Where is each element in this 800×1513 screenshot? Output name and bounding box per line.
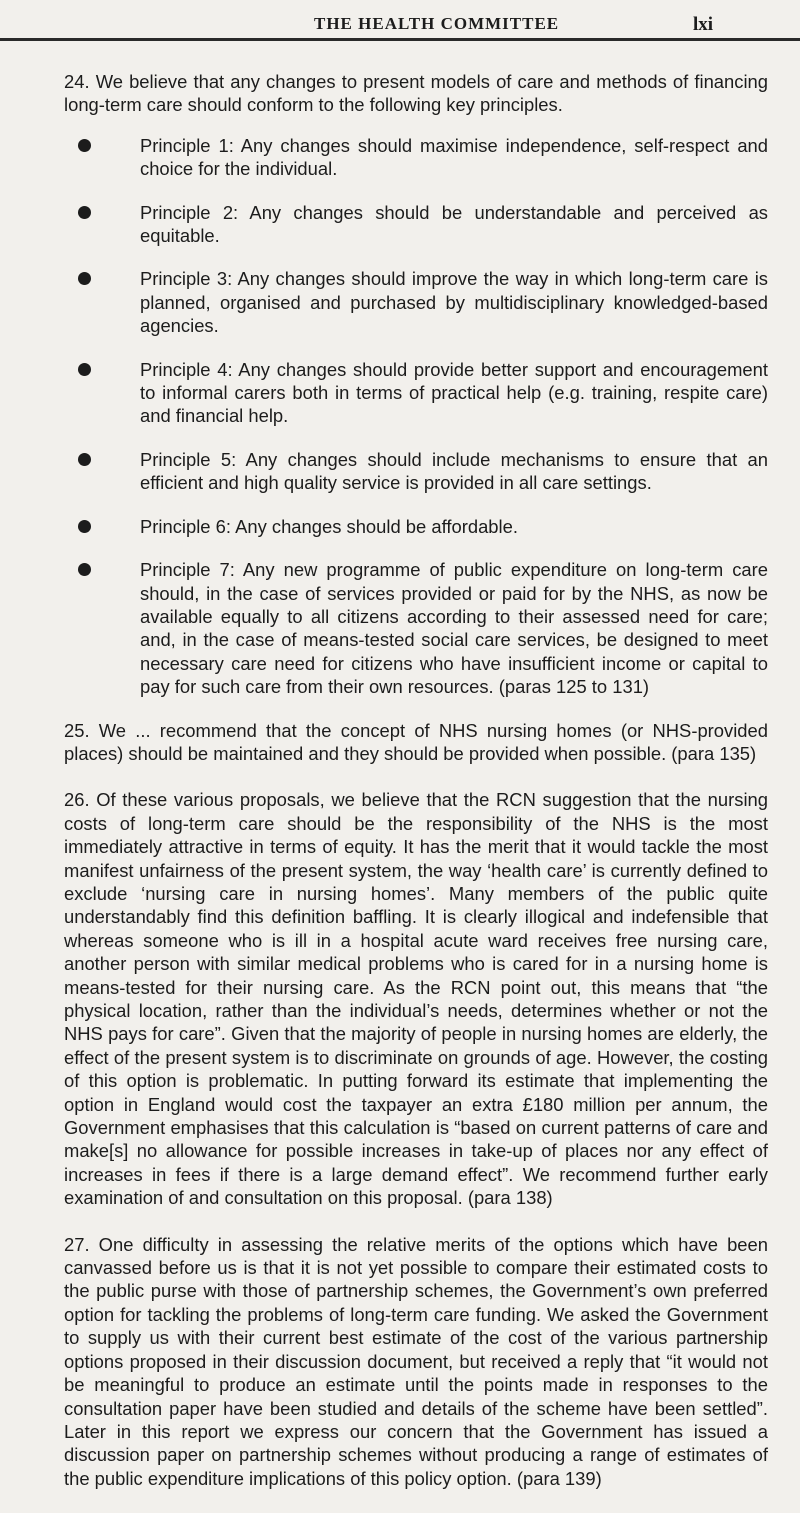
page-number: lxi (693, 14, 714, 35)
bullet-icon (78, 520, 91, 533)
principle-text: Principle 6: Any changes should be affordable. (140, 515, 518, 537)
bullet-icon (78, 363, 91, 376)
principles-list (64, 134, 768, 699)
page-header (0, 2, 800, 58)
principle-3 (64, 267, 768, 337)
principle-text: Principle 5: Any changes should include mechanisms to ensure that an efficient and high quality service is provided in all care settings. (140, 448, 768, 494)
principle-text: Principle 2: Any changes should be understandable and perceived as equitable. (140, 201, 768, 247)
paragraph-25: 25. We ... recommend that the concept of NHS nursing homes (or NHS-provided places) should be maintained and they should be provided when possible. (para 135) (64, 719, 768, 764)
bullet-icon (78, 139, 91, 152)
bullet-icon (78, 453, 91, 466)
principle-text: Principle 4: Any changes should provide better support and encouragement to informal carers both in terms of practical help (e.g. training, respite care) and financial help. (140, 358, 768, 427)
bullet-icon (78, 206, 91, 219)
principle-7 (64, 558, 768, 698)
principle-2 (64, 201, 768, 248)
paragraph-24: 24. We believe that any changes to present models of care and methods of financing long-term care should conform to the following key principles. (64, 71, 768, 116)
header-rule (0, 38, 800, 41)
paragraph-27: 27. One difficulty in assessing the relative merits of the options which have been canvassed before us is that it is not yet possible to compare their estimated costs to the public purse with those of partnership schemes, the Government’s own preferred option for tackling the problems of long-term care funding. We asked the Government to supply us with their current best estimate of the cost of the various partnership options proposed in their discussion document, but received a reply that “it would not be meaningful to produce an estimate until the points made in responses to the consultation paper have been studied and details of the scheme have been settled”. Later in this report we express our concern that the Government has issued a discussion paper on partnership schemes without producing a range of estimates of the public expenditure implications of this policy option. (para 139) (64, 1233, 768, 1489)
bullet-icon (78, 563, 91, 576)
principle-4 (64, 358, 768, 428)
principle-6 (64, 515, 768, 538)
principle-text: Principle 3: Any changes should improve the way in which long-term care is planned, organised and purchased by multidisciplinary knowledged-based agencies. (140, 268, 768, 337)
principle-text: Principle 1: Any changes should maximise independence, self-respect and choice for the individual. (140, 134, 768, 180)
paragraph-26: 26. Of these various proposals, we believe that the RCN suggestion that the nursing costs of long-term care should be the responsibility of the NHS is the most immediately attractive in terms of equity. It has the merit that it would tackle the most manifest unfairness of the present system, the way ‘health care’ is currently defined to exclude ‘nursing care in nursing homes’. Many members of the public quite understandably find this definition baffling. It is clearly illogical and indefensible that whereas someone who is ill in a hospital acute ward receives free nursing care, another person with similar medical problems who is cared for in a nursing home is means-tested for their nursing care. As the RCN point out, this means that “the physical location, rather than the individual’s needs, determines whether or not the NHS pays for care”. Given that the majority of people in nursing homes are elderly, the effect of the present system is to discriminate on grounds of age. However, the costing of this option is problematic. In putting forward its estimate that implementing the option in England would cost the taxpayer an extra £180 million per annum, the Government emphasises that this calculation is “based on current patterns of care and make[s] no allowance for possible increases in take-up of places nor any effect of increases in fees if there is a large demand effect”. We recommend further early examination of and consultation on this proposal. (para 138) (64, 789, 768, 1209)
principle-1 (64, 134, 768, 181)
running-title: THE HEALTH COMMITTEE (314, 14, 560, 33)
principle-text: Principle 7: Any new programme of public expenditure on long-term care should, in the case of services provided or paid for by the NHS, as now be available equally to all citizens according to their assessed need for care; and, in the case of means-tested social care services, be designed to meet necessary care need for citizens who have insufficient income or capital to pay for such care from their own resources. (paras 125 to 131) (140, 559, 768, 698)
bullet-icon (78, 272, 91, 285)
principle-5 (64, 448, 768, 495)
page-body (64, 70, 768, 1513)
